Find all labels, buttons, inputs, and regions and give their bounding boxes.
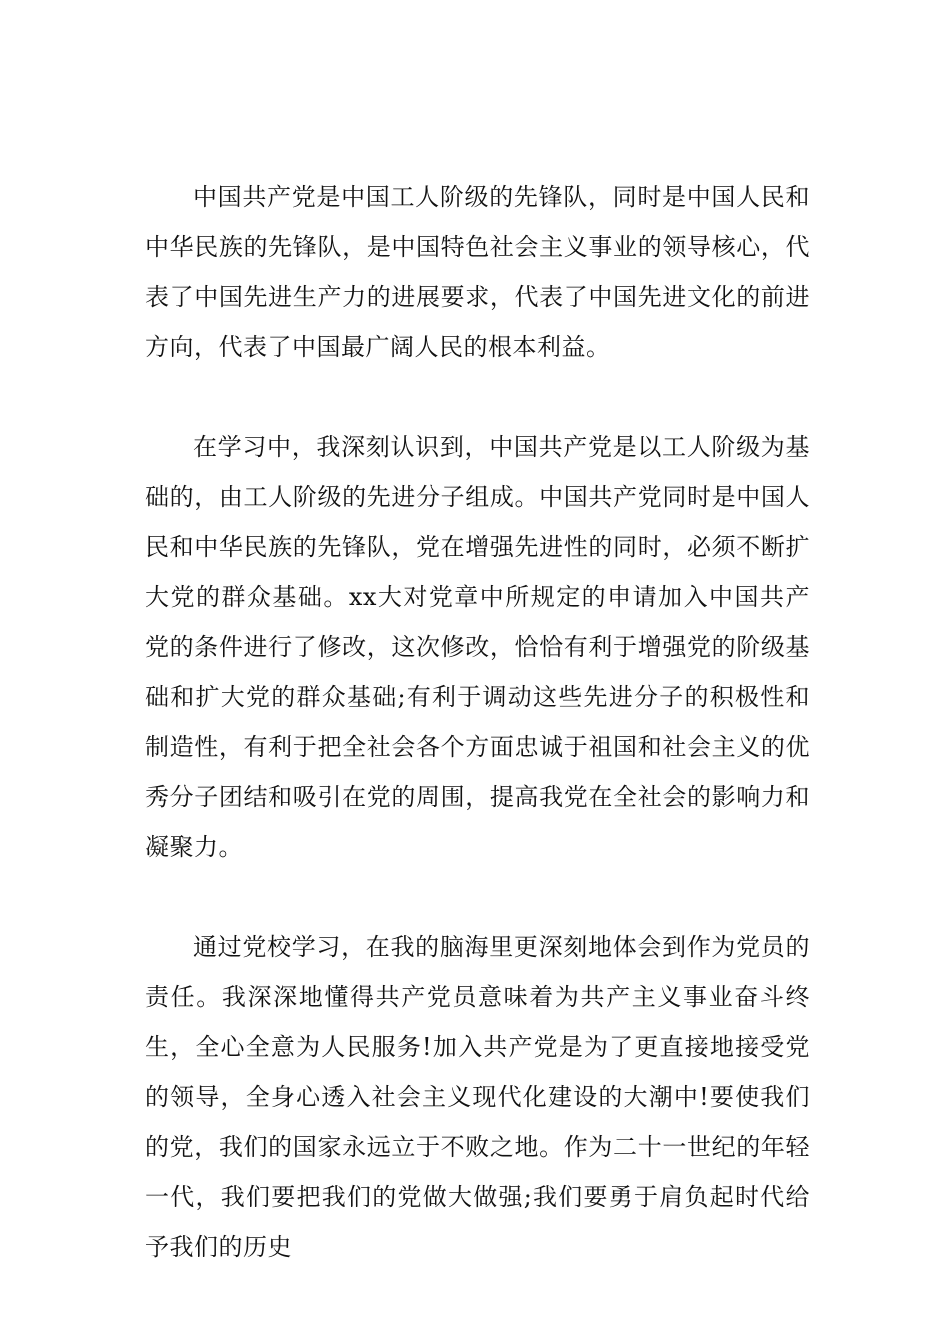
paragraph-2: 在学习中，我深刻认识到，中国共产党是以工人阶级为基础的，由工人阶级的先进分子组成。中国共产党同时是中国人民和中华民族的先锋队，党在增强先进性的同时，必须不断扩大党的群众基础。xx大对党章中所规定的申请加入中国共产党的条件进行了修改，这次修改，恰恰有利于增强党的阶级基础和扩大党的群众基础;有利于调动这些先进分子的积极性和制造性，有利于把全社会各个方面忠诚于祖国和社会主义的优秀分子团结和吸引在党的周围，提高我党在全社会的影响力和凝聚力。 (145, 433, 810, 861)
paragraph-1: 中国共产党是中国工人阶级的先锋队，同时是中国人民和中华民族的先锋队，是中国特色社会主义事业的领导核心，代表了中国先进生产力的进展要求，代表了中国先进文化的前进方向，代表了中国最广阔人民的根本利益。 (145, 183, 810, 361)
paragraph-3: 通过党校学习，在我的脑海里更深刻地体会到作为党员的责任。我深深地懂得共产党员意味着为共产主义事业奋斗终生，全心全意为人民服务!加入共产党是为了更直接地接受党的领导，全身心透入社会主义现代化建设的大潮中!要使我们的党，我们的国家永远立于不败之地。作为二十一世纪的年轻一代，我们要把我们的党做大做强;我们要勇于肩负起时代给予我们的历史 (145, 933, 810, 1261)
document-body (145, 172, 810, 1272)
